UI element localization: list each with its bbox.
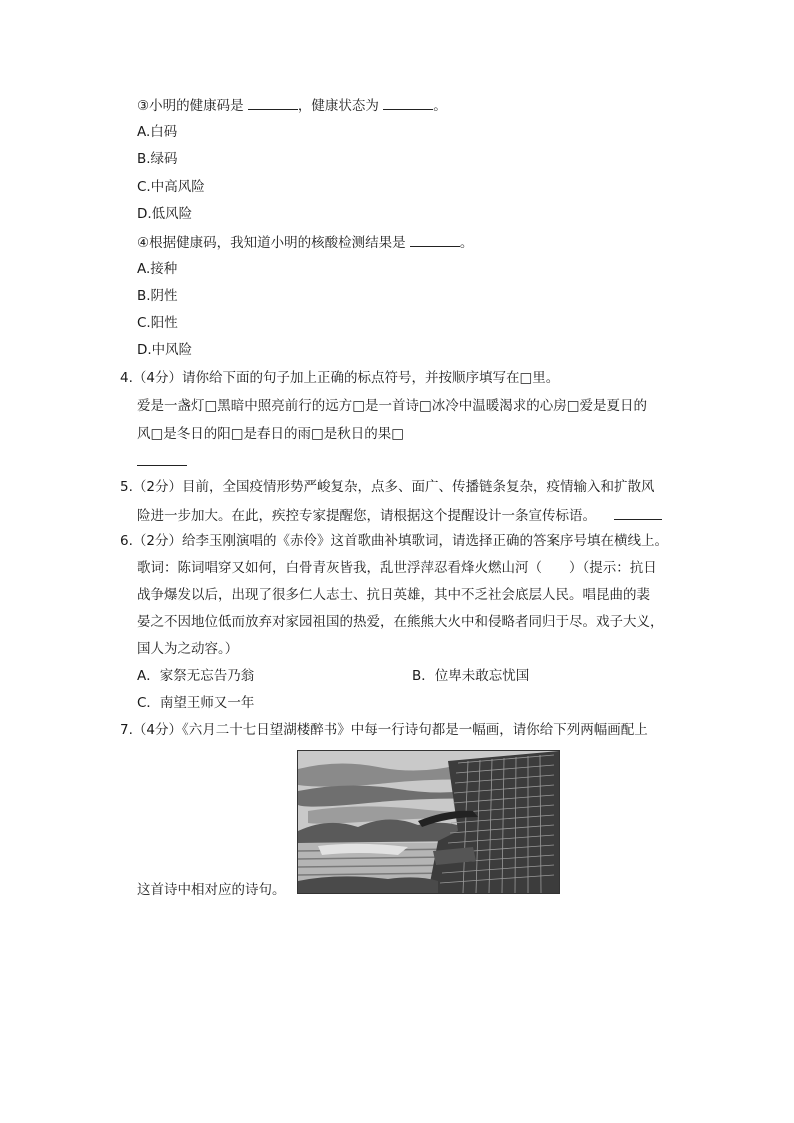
q5-prompt-line2-text: 险进一步加大。在此，疾控专家提醒您，请根据这个提醒设计一条宣传标语。	[137, 508, 596, 524]
q6-prompt-line5: 国人为之动容。）	[137, 641, 239, 657]
q6-option-c: C．南望王师又一年	[137, 695, 255, 711]
q7-prompt-line2: 这首诗中相对应的诗句。	[137, 882, 286, 898]
q4-answer-blank[interactable]	[137, 450, 187, 472]
q3-sub3-line	[137, 94, 447, 116]
q3-option-c: C.中高风险	[137, 179, 205, 195]
q3-sub4-blank[interactable]	[410, 231, 460, 247]
q3-sub3-mid: ，健康状态为	[297, 98, 379, 114]
q6-prompt-line4: 晏之不因地位低而放弃对家园祖国的热爱，在熊熊大火中和侵略者同归于尽。戏子大义，	[137, 614, 664, 630]
q5-blank[interactable]	[614, 504, 662, 520]
q3-sub3-prefix: ③小明的健康码是	[137, 98, 244, 114]
q3-sub4-option-b: B.阴性	[137, 288, 178, 304]
q6-prompt-line1: 6.（2分）给李玉刚演唱的《赤伶》这首歌曲补填歌词，请选择正确的答案序号填在横线上。	[120, 533, 668, 549]
q3-sub4-option-d: D.中风险	[137, 342, 193, 358]
q7-prompt-line1: 7.（4分）《六月二十七日望湖楼醉书》中每一行诗句都是一幅画，请你给下列两幅画配上	[120, 722, 648, 738]
q3-sub4-option-a: A.接种	[137, 261, 178, 277]
q3-option-a: A.白码	[137, 124, 178, 140]
q3-option-b: B.绿码	[137, 151, 178, 167]
q6-option-b: B．位卑未敢忘忧国	[412, 668, 530, 684]
q3-sub4-end: 。	[459, 235, 474, 251]
q3-sub4-option-c: C.阳性	[137, 315, 178, 331]
q3-option-d: D.低风险	[137, 206, 193, 222]
q3-sub3-end: 。	[433, 98, 447, 114]
q3-sub4-line	[137, 231, 473, 253]
q3-sub3-blank1[interactable]	[248, 94, 298, 110]
q5-prompt-line1: 5.（2分）目前，全国疫情形势严峻复杂，点多、面广、传播链条复杂，疫情输入和扩散风	[120, 479, 655, 495]
q6-prompt-line3: 战争爆发以后，出现了很多仁人志士、抗日英雄，其中不乏社会底层人民。唱昆曲的裴	[137, 587, 650, 603]
q4-sentence-line1: 爱是一盏灯□黑暗中照亮前行的远方□是一首诗□冰冷中温暖渴求的心房□爱是夏日的	[137, 398, 648, 414]
q6-option-a: A．家祭无忘告乃翁	[137, 668, 255, 684]
q4-prompt: 4.（4分）请你给下面的句子加上正确的标点符号，并按顺序填写在□里。	[120, 370, 560, 386]
q4-sentence-line2: 风□是冬日的阳□是春日的雨□是秋日的果□	[137, 426, 405, 442]
q3-sub3-blank2[interactable]	[383, 94, 433, 110]
q3-sub4-prefix: ④根据健康码，我知道小明的核酸检测结果是	[137, 235, 406, 251]
q5-prompt-line2	[137, 504, 662, 526]
landscape-ink-illustration	[297, 750, 560, 894]
q4-blank[interactable]	[137, 450, 187, 466]
q6-prompt-line2: 歌词：陈词唱穿又如何，白骨青灰皆我，乱世浮萍忍看烽火燃山河（ ）（提示：抗日	[137, 560, 657, 576]
